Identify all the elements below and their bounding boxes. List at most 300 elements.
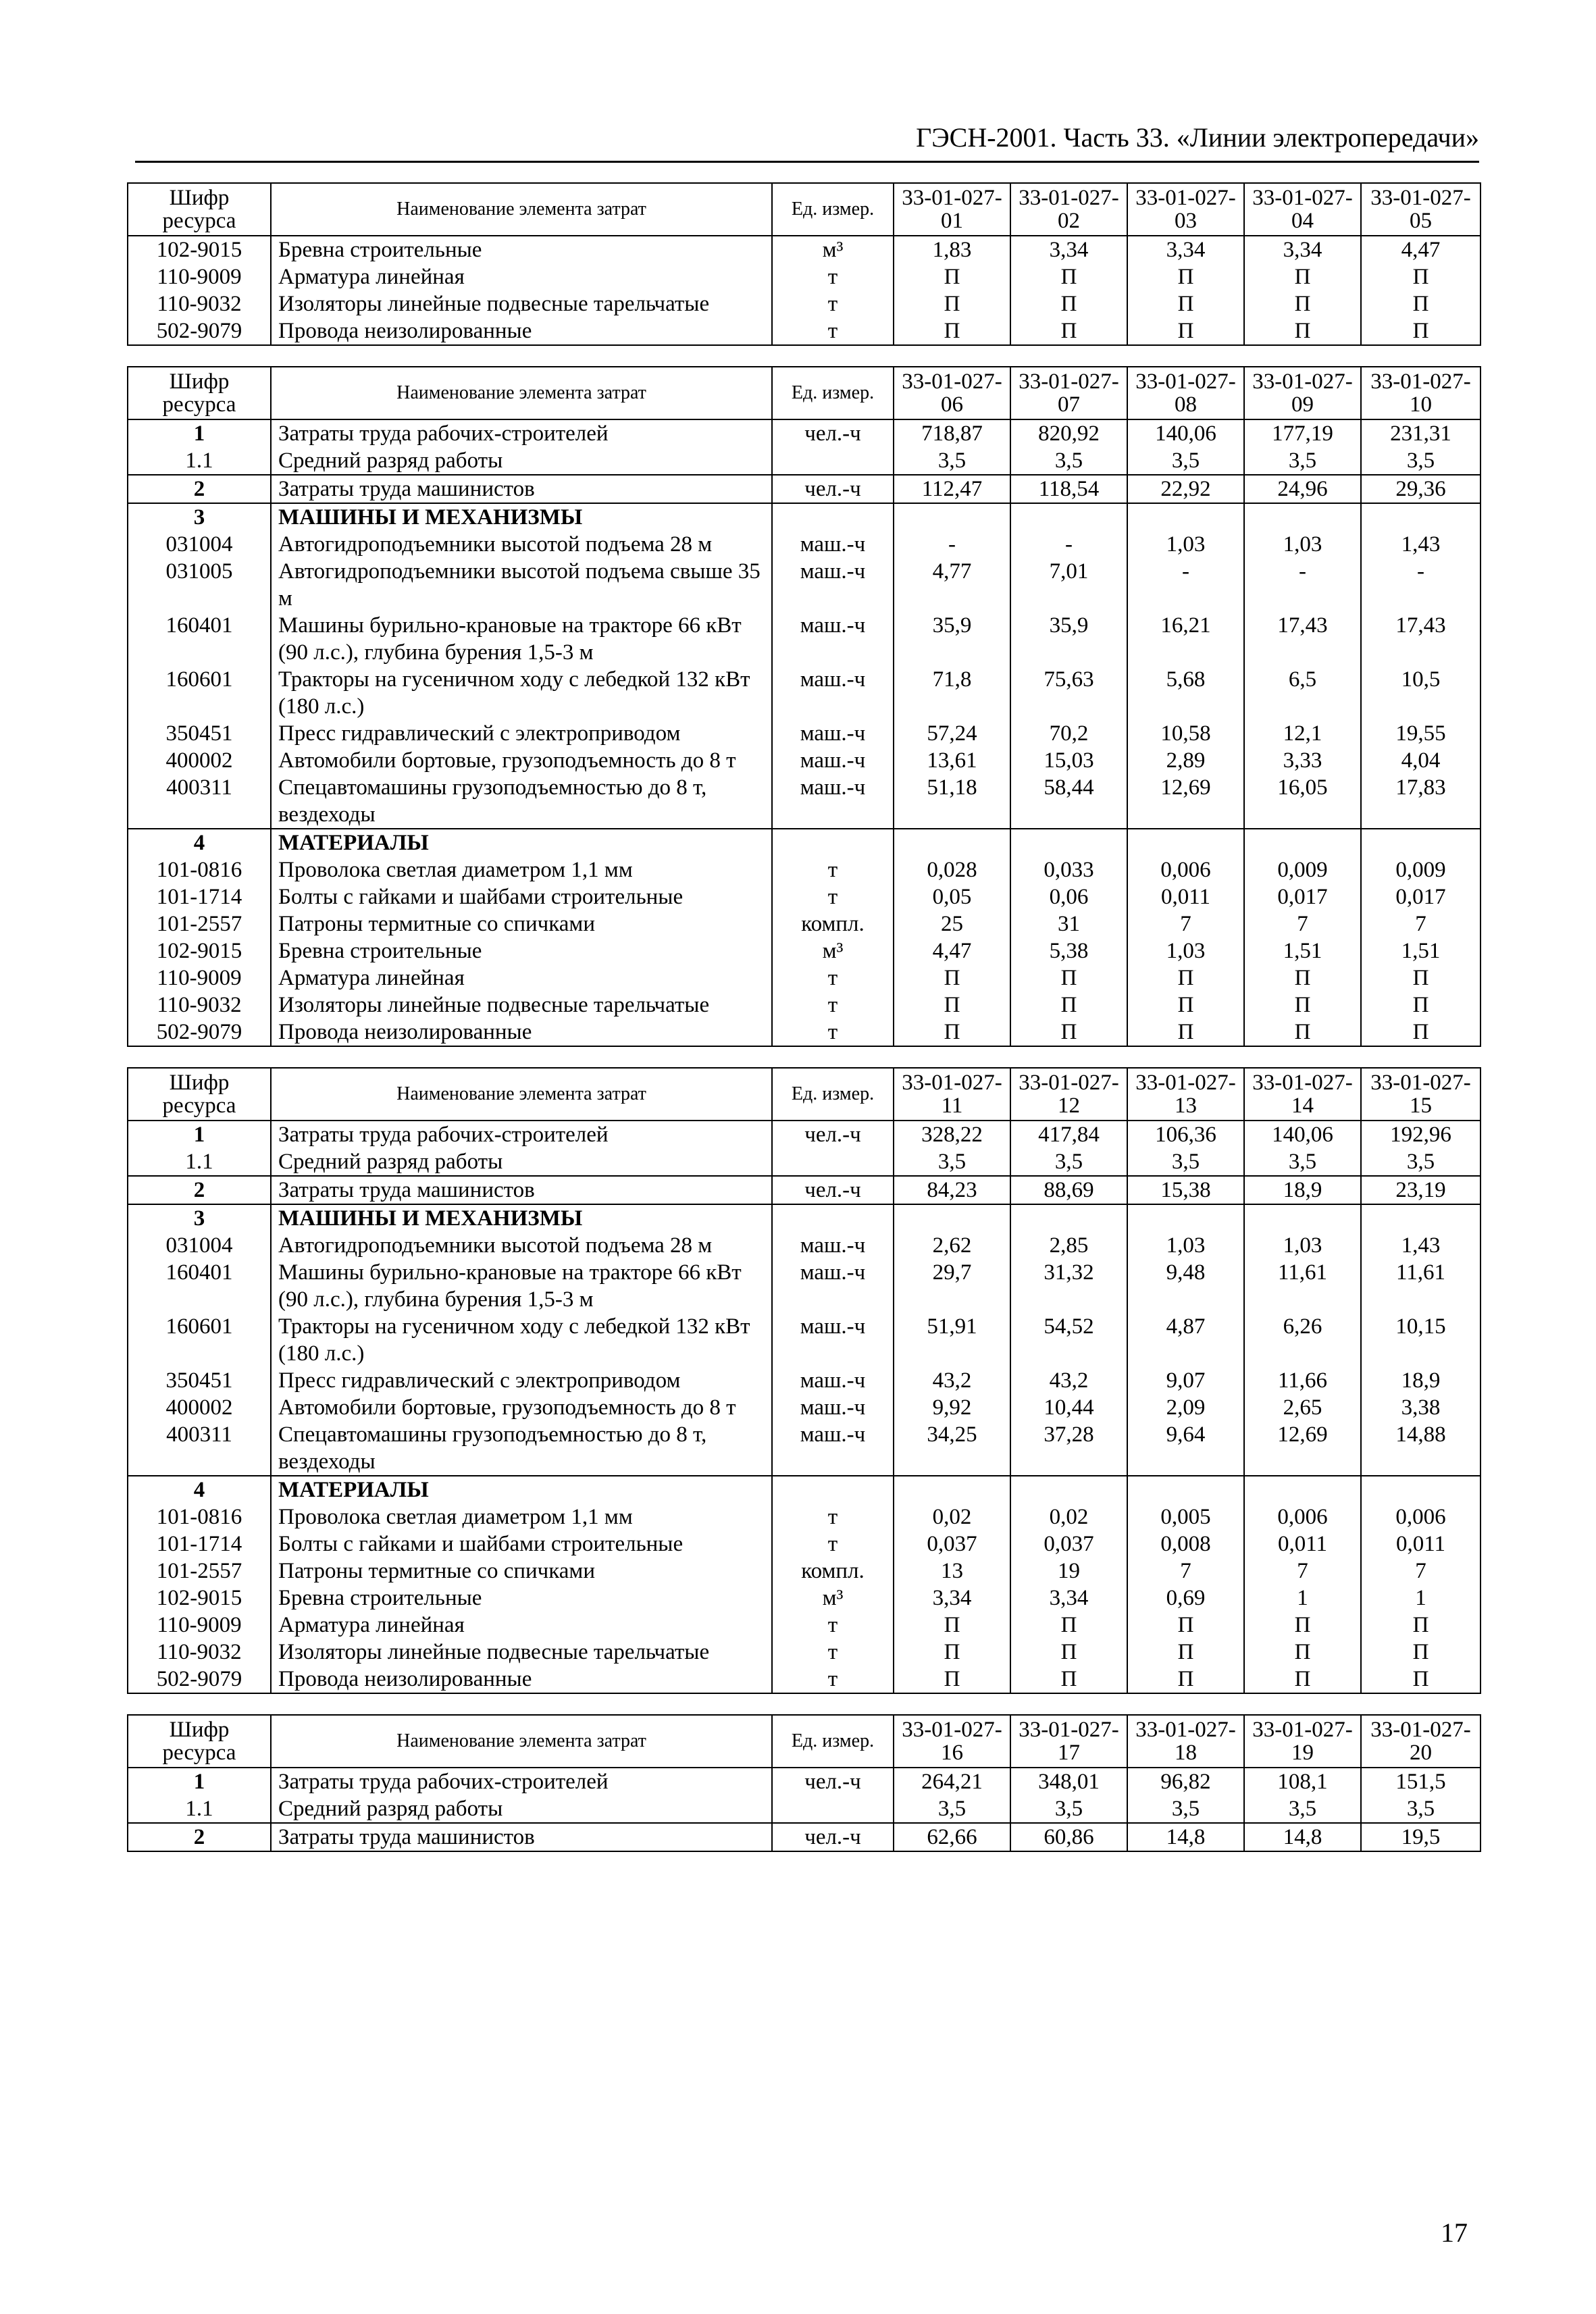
running-header xyxy=(135,122,1479,163)
cost-element-name: Арматура линейная xyxy=(271,1612,772,1639)
norm-value: 29,7 xyxy=(894,1259,1010,1313)
unit-of-measure xyxy=(772,503,894,531)
norm-value: П xyxy=(1010,317,1127,345)
norm-value: 6,5 xyxy=(1244,666,1361,720)
unit-of-measure: м³ xyxy=(772,1585,894,1612)
norm-value: 0,009 xyxy=(1244,856,1361,883)
norm-value: П xyxy=(1127,317,1244,345)
norm-value: 5,68 xyxy=(1127,666,1244,720)
header-unit: Ед. измер. xyxy=(772,1068,894,1121)
header-norm-code: 33-01-027-15 xyxy=(1361,1068,1481,1121)
resource-code: 1.1 xyxy=(128,447,271,475)
header-norm-code: 33-01-027-17 xyxy=(1010,1715,1127,1768)
header-norm-code: 33-01-027-07 xyxy=(1010,367,1127,419)
norm-value: 10,44 xyxy=(1010,1394,1127,1421)
norm-value: 348,01 xyxy=(1010,1768,1127,1795)
header-norm-code: 33-01-027-01 xyxy=(894,183,1010,236)
norm-value: 1,03 xyxy=(1127,1232,1244,1259)
cost-element-name: Затраты труда рабочих-строителей xyxy=(271,1768,772,1795)
header-norm-code: 33-01-027-20 xyxy=(1361,1715,1481,1768)
norm-value: 2,62 xyxy=(894,1232,1010,1259)
cost-element-name: Провода неизолированные xyxy=(271,1666,772,1693)
norm-value: 3,5 xyxy=(1244,447,1361,475)
table-row xyxy=(128,1823,1481,1851)
norm-value: 5,38 xyxy=(1010,937,1127,965)
norm-value: П xyxy=(1361,965,1481,992)
norm-value: 6,26 xyxy=(1244,1313,1361,1367)
cost-element-name: Проволока светлая диаметром 1,1 мм xyxy=(271,1503,772,1531)
norm-value: - xyxy=(1010,531,1127,558)
norm-value: П xyxy=(1361,1019,1481,1046)
norm-value xyxy=(1361,1204,1481,1232)
table-row xyxy=(128,747,1481,774)
norm-value: 7 xyxy=(1244,910,1361,937)
cost-element-name: Средний разряд работы xyxy=(271,1795,772,1823)
norm-value: 15,38 xyxy=(1127,1176,1244,1204)
resource-code: 102-9015 xyxy=(128,937,271,965)
norm-value: 3,5 xyxy=(1127,1148,1244,1176)
norm-value xyxy=(894,503,1010,531)
unit-of-measure: маш.-ч xyxy=(772,1394,894,1421)
resource-code: 160401 xyxy=(128,1259,271,1313)
norm-value: 12,69 xyxy=(1127,774,1244,829)
unit-of-measure: т xyxy=(772,1531,894,1558)
resource-code: 4 xyxy=(128,1476,271,1503)
unit-of-measure: маш.-ч xyxy=(772,531,894,558)
norm-value: 0,005 xyxy=(1127,1503,1244,1531)
unit-of-measure xyxy=(772,1204,894,1232)
resource-code: 1.1 xyxy=(128,1795,271,1823)
unit-of-measure xyxy=(772,829,894,856)
unit-of-measure: маш.-ч xyxy=(772,1313,894,1367)
resource-code: 3 xyxy=(128,503,271,531)
norm-value: 0,017 xyxy=(1361,883,1481,910)
norm-value: 3,5 xyxy=(1361,1148,1481,1176)
norm-value: 43,2 xyxy=(894,1367,1010,1394)
norm-value: 84,23 xyxy=(894,1176,1010,1204)
norm-value: П xyxy=(894,317,1010,345)
norm-value: 96,82 xyxy=(1127,1768,1244,1795)
unit-of-measure: маш.-ч xyxy=(772,774,894,829)
norm-value: 0,037 xyxy=(894,1531,1010,1558)
norm-value: 3,5 xyxy=(894,447,1010,475)
table-row xyxy=(128,856,1481,883)
cost-element-name: Провода неизолированные xyxy=(271,317,772,345)
norm-value: 0,011 xyxy=(1244,1531,1361,1558)
header-unit: Ед. измер. xyxy=(772,367,894,419)
norm-value: 2,85 xyxy=(1010,1232,1127,1259)
norm-value: П xyxy=(1361,1666,1481,1693)
table-row xyxy=(128,1394,1481,1421)
norm-value: 192,96 xyxy=(1361,1121,1481,1148)
table-row xyxy=(128,992,1481,1019)
table-row xyxy=(128,1558,1481,1585)
norm-value: П xyxy=(1127,965,1244,992)
norm-value: П xyxy=(1361,1612,1481,1639)
norm-value: 3,5 xyxy=(1010,1148,1127,1176)
resource-code: 110-9032 xyxy=(128,1639,271,1666)
cost-element-name: Бревна строительные xyxy=(271,236,772,263)
norm-value: - xyxy=(894,531,1010,558)
norm-value: 10,15 xyxy=(1361,1313,1481,1367)
unit-of-measure: маш.-ч xyxy=(772,558,894,612)
table-header-row xyxy=(128,1715,1481,1768)
table-row xyxy=(128,475,1481,503)
cost-element-name: Изоляторы линейные подвесные тарельчатые xyxy=(271,1639,772,1666)
resource-code: 160601 xyxy=(128,666,271,720)
norm-value: 1,03 xyxy=(1244,531,1361,558)
norm-value: 3,5 xyxy=(1010,447,1127,475)
norm-value: П xyxy=(1361,263,1481,290)
cost-element-name: Автогидроподъемники высотой подъема 28 м xyxy=(271,531,772,558)
norm-value: П xyxy=(1244,290,1361,317)
table-row xyxy=(128,531,1481,558)
norm-value: 17,83 xyxy=(1361,774,1481,829)
norm-value: 23,19 xyxy=(1361,1176,1481,1204)
table-row xyxy=(128,1531,1481,1558)
norm-value: 58,44 xyxy=(1010,774,1127,829)
norm-value: - xyxy=(1244,558,1361,612)
cost-element-name: Автогидроподъемники высотой подъема свыше 35 м xyxy=(271,558,772,612)
table-row xyxy=(128,1148,1481,1176)
resource-code: 031005 xyxy=(128,558,271,612)
norm-value: 15,03 xyxy=(1010,747,1127,774)
norm-value xyxy=(1010,1204,1127,1232)
norm-value: 0,69 xyxy=(1127,1585,1244,1612)
norm-value: 140,06 xyxy=(1127,419,1244,447)
norm-value: 7 xyxy=(1127,1558,1244,1585)
resource-code: 102-9015 xyxy=(128,1585,271,1612)
norm-value: 0,033 xyxy=(1010,856,1127,883)
norm-value: 0,028 xyxy=(894,856,1010,883)
norm-value: 0,06 xyxy=(1010,883,1127,910)
norm-value: П xyxy=(1127,1639,1244,1666)
table-row xyxy=(128,1367,1481,1394)
table-row xyxy=(128,1204,1481,1232)
unit-of-measure: м³ xyxy=(772,937,894,965)
norm-value: 17,43 xyxy=(1361,612,1481,666)
unit-of-measure: маш.-ч xyxy=(772,666,894,720)
norm-value: 7,01 xyxy=(1010,558,1127,612)
norm-value: 16,21 xyxy=(1127,612,1244,666)
resource-code: 101-1714 xyxy=(128,1531,271,1558)
norm-value: 328,22 xyxy=(894,1121,1010,1148)
header-name: Наименование элемента затрат xyxy=(271,183,772,236)
cost-element-name: Провода неизолированные xyxy=(271,1019,772,1046)
header-norm-code: 33-01-027-08 xyxy=(1127,367,1244,419)
unit-of-measure: т xyxy=(772,263,894,290)
norm-value: 3,5 xyxy=(1361,1795,1481,1823)
header-norm-code: 33-01-027-03 xyxy=(1127,183,1244,236)
resource-code: 101-0816 xyxy=(128,856,271,883)
cost-element-name: Болты с гайками и шайбами строительные xyxy=(271,1531,772,1558)
table-row xyxy=(128,965,1481,992)
norm-value: 3,5 xyxy=(1127,1795,1244,1823)
norm-value: 1 xyxy=(1361,1585,1481,1612)
resource-code: 502-9079 xyxy=(128,317,271,345)
norm-value: П xyxy=(1244,317,1361,345)
header-norm-code: 33-01-027-18 xyxy=(1127,1715,1244,1768)
norm-value: 0,006 xyxy=(1361,1503,1481,1531)
unit-of-measure: маш.-ч xyxy=(772,747,894,774)
norm-value: 3,34 xyxy=(1010,236,1127,263)
table-row xyxy=(128,1121,1481,1148)
unit-of-measure: маш.-ч xyxy=(772,1421,894,1476)
norm-table xyxy=(127,366,1481,1047)
norm-value: 3,34 xyxy=(1127,236,1244,263)
unit-of-measure: т xyxy=(772,1019,894,1046)
norm-value: П xyxy=(1010,263,1127,290)
norm-value: 13,61 xyxy=(894,747,1010,774)
table-row xyxy=(128,829,1481,856)
resource-code: 110-9032 xyxy=(128,992,271,1019)
norm-value: 22,92 xyxy=(1127,475,1244,503)
norm-value xyxy=(1244,829,1361,856)
cost-element-name: Изоляторы линейные подвесные тарельчатые xyxy=(271,992,772,1019)
table-row xyxy=(128,1639,1481,1666)
unit-of-measure: компл. xyxy=(772,910,894,937)
norm-value: 3,5 xyxy=(894,1795,1010,1823)
norm-value: 1,83 xyxy=(894,236,1010,263)
header-norm-code: 33-01-027-11 xyxy=(894,1068,1010,1121)
norm-value: 106,36 xyxy=(1127,1121,1244,1148)
norm-value: 0,008 xyxy=(1127,1531,1244,1558)
resource-code: 400002 xyxy=(128,747,271,774)
norm-value xyxy=(1244,503,1361,531)
norm-value: 2,89 xyxy=(1127,747,1244,774)
norm-value: - xyxy=(1127,558,1244,612)
cost-element-name: Болты с гайками и шайбами строительные xyxy=(271,883,772,910)
norm-value: 43,2 xyxy=(1010,1367,1127,1394)
table-row xyxy=(128,447,1481,475)
norm-value xyxy=(1361,503,1481,531)
unit-of-measure: т xyxy=(772,1666,894,1693)
norm-value: 54,52 xyxy=(1010,1313,1127,1367)
norm-value: 3,5 xyxy=(1244,1795,1361,1823)
norm-value: П xyxy=(894,1639,1010,1666)
norm-value: 57,24 xyxy=(894,720,1010,747)
cost-element-name: Тракторы на гусеничном ходу с лебедкой 132 кВт (180 л.с.) xyxy=(271,1313,772,1367)
unit-of-measure xyxy=(772,1476,894,1503)
norm-value: 14,88 xyxy=(1361,1421,1481,1476)
norm-value: 12,1 xyxy=(1244,720,1361,747)
resource-code: 101-0816 xyxy=(128,1503,271,1531)
norm-value xyxy=(1127,1476,1244,1503)
cost-element-name: Бревна строительные xyxy=(271,1585,772,1612)
table-row xyxy=(128,612,1481,666)
norm-value: 75,63 xyxy=(1010,666,1127,720)
table-row xyxy=(128,1313,1481,1367)
norm-value xyxy=(1127,829,1244,856)
resource-code: 2 xyxy=(128,1823,271,1851)
norm-value: П xyxy=(1244,1612,1361,1639)
norm-value: 18,9 xyxy=(1361,1367,1481,1394)
header-norm-code: 33-01-027-02 xyxy=(1010,183,1127,236)
norm-value: 9,64 xyxy=(1127,1421,1244,1476)
cost-element-name: Бревна строительные xyxy=(271,937,772,965)
unit-of-measure: чел.-ч xyxy=(772,419,894,447)
resource-code: 2 xyxy=(128,1176,271,1204)
norm-value: П xyxy=(1361,1639,1481,1666)
unit-of-measure: т xyxy=(772,1503,894,1531)
table-row xyxy=(128,720,1481,747)
unit-of-measure: т xyxy=(772,1639,894,1666)
unit-of-measure: маш.-ч xyxy=(772,1232,894,1259)
unit-of-measure: т xyxy=(772,290,894,317)
norm-value: 4,04 xyxy=(1361,747,1481,774)
header-norm-code: 33-01-027-09 xyxy=(1244,367,1361,419)
norm-value xyxy=(1361,1476,1481,1503)
norm-value: 231,31 xyxy=(1361,419,1481,447)
table-row xyxy=(128,503,1481,531)
norm-value: 0,02 xyxy=(894,1503,1010,1531)
table-row xyxy=(128,1019,1481,1046)
norm-value: 35,9 xyxy=(1010,612,1127,666)
table-row xyxy=(128,937,1481,965)
norms-content xyxy=(127,182,1480,1872)
table-header-row xyxy=(128,367,1481,419)
norm-value: 4,87 xyxy=(1127,1313,1244,1367)
norm-value: 4,77 xyxy=(894,558,1010,612)
header-code: Шифр ресурса xyxy=(128,183,271,236)
cost-element-name: Патроны термитные со спичками xyxy=(271,1558,772,1585)
norm-value: П xyxy=(1244,965,1361,992)
header-name: Наименование элемента затрат xyxy=(271,367,772,419)
header-name: Наименование элемента затрат xyxy=(271,1068,772,1121)
header-norm-code: 33-01-027-13 xyxy=(1127,1068,1244,1121)
norm-value: 820,92 xyxy=(1010,419,1127,447)
norm-value: 718,87 xyxy=(894,419,1010,447)
norm-value: П xyxy=(1361,317,1481,345)
cost-element-name: Затраты труда машинистов xyxy=(271,1176,772,1204)
page-number: 17 xyxy=(1441,2217,1468,2248)
table-row xyxy=(128,1768,1481,1795)
norm-value: П xyxy=(1244,1019,1361,1046)
header-norm-code: 33-01-027-14 xyxy=(1244,1068,1361,1121)
unit-of-measure: маш.-ч xyxy=(772,612,894,666)
norm-value: 60,86 xyxy=(1010,1823,1127,1851)
resource-code: 400002 xyxy=(128,1394,271,1421)
norm-value xyxy=(1244,1476,1361,1503)
cost-element-name: Средний разряд работы xyxy=(271,1148,772,1176)
table-row xyxy=(128,883,1481,910)
header-norm-code: 33-01-027-05 xyxy=(1361,183,1481,236)
norm-value: 31,32 xyxy=(1010,1259,1127,1313)
resource-code: 3 xyxy=(128,1204,271,1232)
unit-of-measure xyxy=(772,1795,894,1823)
norm-value: 24,96 xyxy=(1244,475,1361,503)
table-row xyxy=(128,290,1481,317)
resource-code: 101-2557 xyxy=(128,910,271,937)
norm-value: 25 xyxy=(894,910,1010,937)
norm-value: 11,66 xyxy=(1244,1367,1361,1394)
cost-element-name: Арматура линейная xyxy=(271,965,772,992)
norm-value: 2,09 xyxy=(1127,1394,1244,1421)
norm-value: 1,51 xyxy=(1244,937,1361,965)
norm-value: П xyxy=(1127,1612,1244,1639)
norm-value xyxy=(894,1204,1010,1232)
header-norm-code: 33-01-027-16 xyxy=(894,1715,1010,1768)
cost-element-name: МАТЕРИАЛЫ xyxy=(271,829,772,856)
resource-code: 350451 xyxy=(128,720,271,747)
table-row xyxy=(128,236,1481,263)
unit-of-measure: т xyxy=(772,1612,894,1639)
norm-value: П xyxy=(894,965,1010,992)
resource-code: 160601 xyxy=(128,1313,271,1367)
norm-value: 3,5 xyxy=(894,1148,1010,1176)
resource-code: 2 xyxy=(128,475,271,503)
norm-value: 3,38 xyxy=(1361,1394,1481,1421)
norm-value: П xyxy=(1010,290,1127,317)
norm-value xyxy=(1361,829,1481,856)
header-name: Наименование элемента затрат xyxy=(271,1715,772,1768)
header-code: Шифр ресурса xyxy=(128,1715,271,1768)
norm-value xyxy=(894,829,1010,856)
norm-value: 1,43 xyxy=(1361,531,1481,558)
norm-value: 10,58 xyxy=(1127,720,1244,747)
norm-value: 264,21 xyxy=(894,1768,1010,1795)
cost-element-name: Спецавтомашины грузоподъемностью до 8 т, вездеходы xyxy=(271,1421,772,1476)
unit-of-measure: чел.-ч xyxy=(772,1121,894,1148)
norm-value: 35,9 xyxy=(894,612,1010,666)
norm-value: 7 xyxy=(1361,1558,1481,1585)
norm-value: П xyxy=(1127,992,1244,1019)
norm-value: 9,48 xyxy=(1127,1259,1244,1313)
table-row xyxy=(128,317,1481,345)
unit-of-measure: компл. xyxy=(772,1558,894,1585)
cost-element-name: Проволока светлая диаметром 1,1 мм xyxy=(271,856,772,883)
norm-value: П xyxy=(1010,1612,1127,1639)
unit-of-measure xyxy=(772,1148,894,1176)
header-norm-code: 33-01-027-06 xyxy=(894,367,1010,419)
norm-value: 0,05 xyxy=(894,883,1010,910)
norm-value: 51,91 xyxy=(894,1313,1010,1367)
norm-value: 19,5 xyxy=(1361,1823,1481,1851)
cost-element-name: Автомобили бортовые, грузоподъемность до 8 т xyxy=(271,1394,772,1421)
norm-value: П xyxy=(894,1666,1010,1693)
norm-value: 0,009 xyxy=(1361,856,1481,883)
norm-value: П xyxy=(1010,1666,1127,1693)
header-code: Шифр ресурса xyxy=(128,367,271,419)
resource-code: 1 xyxy=(128,1121,271,1148)
norm-value: П xyxy=(1244,1666,1361,1693)
norm-value: П xyxy=(1010,992,1127,1019)
header-norm-code: 33-01-027-10 xyxy=(1361,367,1481,419)
header-unit: Ед. измер. xyxy=(772,183,894,236)
resource-code: 110-9009 xyxy=(128,965,271,992)
cost-element-name: Средний разряд работы xyxy=(271,447,772,475)
table-row xyxy=(128,1232,1481,1259)
resource-code: 1 xyxy=(128,1768,271,1795)
unit-of-measure: чел.-ч xyxy=(772,1823,894,1851)
cost-element-name: Затраты труда машинистов xyxy=(271,475,772,503)
resource-code: 031004 xyxy=(128,1232,271,1259)
resource-code: 1.1 xyxy=(128,1148,271,1176)
norm-value: 1,43 xyxy=(1361,1232,1481,1259)
norm-value: 0,011 xyxy=(1127,883,1244,910)
resource-code: 110-9009 xyxy=(128,263,271,290)
norm-value: П xyxy=(1244,1639,1361,1666)
table-row xyxy=(128,774,1481,829)
norm-value: 3,34 xyxy=(1010,1585,1127,1612)
norm-value xyxy=(894,1476,1010,1503)
header-norm-code: 33-01-027-19 xyxy=(1244,1715,1361,1768)
cost-element-name: Изоляторы линейные подвесные тарельчатые xyxy=(271,290,772,317)
header-title: ГЭСН-2001. Часть 33. «Линии электропередачи» xyxy=(916,122,1479,153)
cost-element-name: Затраты труда рабочих-строителей xyxy=(271,1121,772,1148)
norm-value: 11,61 xyxy=(1361,1259,1481,1313)
norm-table xyxy=(127,1714,1481,1852)
